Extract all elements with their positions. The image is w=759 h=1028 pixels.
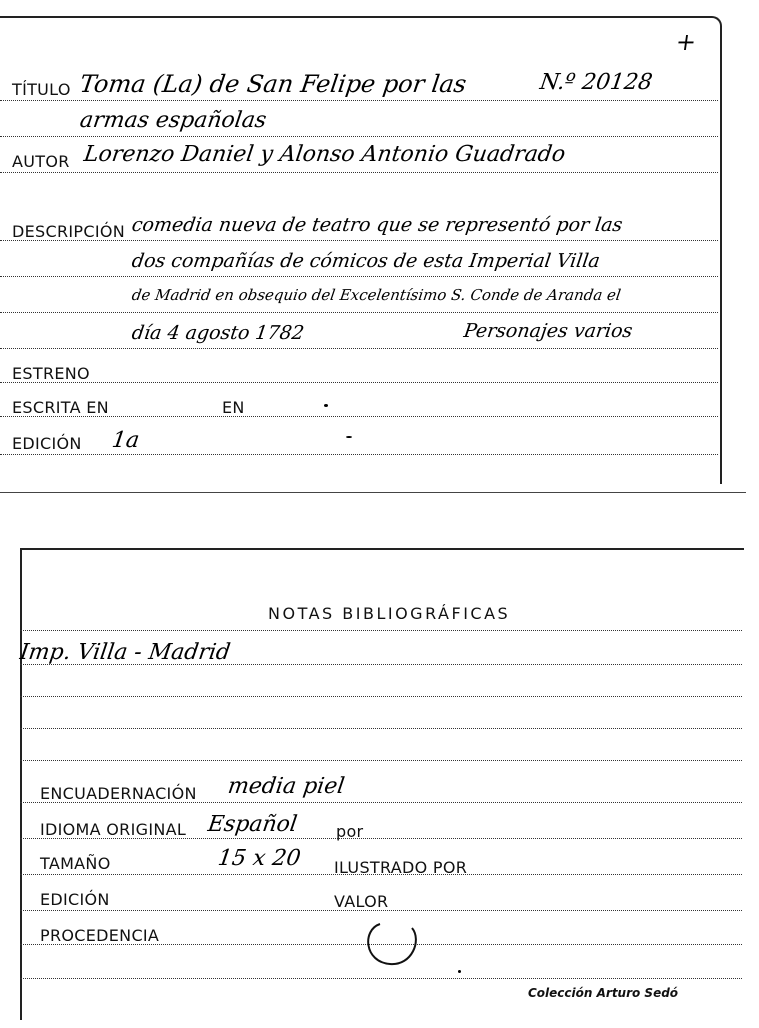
descripcion-line-3: de Madrid en obsequio del Excelentísimo S. Conde de Aranda el (130, 286, 623, 304)
idioma-handwritten: Español (206, 812, 299, 837)
card-separator (0, 492, 746, 493)
descripcion-line-4: día 4 agosto 1782 (130, 322, 306, 344)
titulo-handwritten-line2: armas españolas (78, 108, 269, 133)
scan-speck (324, 404, 328, 407)
rule (0, 136, 718, 137)
rule (0, 348, 718, 349)
rule (0, 454, 718, 455)
rule (20, 760, 742, 761)
valor-label: VALOR (334, 892, 389, 911)
edicion-bottom-label: EDICIÓN (40, 890, 110, 909)
encuadernacion-handwritten: media piel (226, 774, 347, 799)
rule (0, 172, 718, 173)
estreno-label: ESTRENO (12, 364, 90, 383)
descripcion-line-1: comedia nueva de teatro que se representó por las (130, 214, 624, 236)
tamano-label: TAMAÑO (40, 854, 111, 873)
descripcion-line-2: dos compañías de cómicos de esta Imperial Villa (130, 250, 602, 272)
ilustrado-label: ILUSTRADO POR (334, 858, 468, 877)
nota-handwritten: Imp. Villa - Madrid (18, 640, 232, 665)
rule (20, 728, 742, 729)
rule (0, 312, 718, 313)
rule (0, 276, 718, 277)
autor-label: AUTOR (12, 152, 70, 171)
plus-mark: + (674, 28, 699, 56)
autor-handwritten: Lorenzo Daniel y Alonso Antonio Guadrado (82, 142, 567, 167)
rule (20, 978, 742, 979)
edicion-handwritten: 1a (110, 428, 141, 453)
scan-speck (458, 970, 461, 973)
collection-caption: Colección Arturo Sedó (528, 986, 679, 1000)
tamano-handwritten: 15 x 20 (216, 846, 303, 871)
escrita-en-label: ESCRITA EN (12, 398, 109, 417)
scan-speck (346, 436, 352, 438)
punch-hole-mark (360, 918, 430, 970)
notas-heading: NOTAS BIBLIOGRÁFICAS (268, 604, 511, 623)
por-label: por (336, 822, 364, 841)
descripcion-label: DESCRIPCIÓN (12, 222, 125, 241)
titulo-handwritten: Toma (La) de San Felipe por las (78, 70, 469, 98)
en-label: EN (222, 398, 245, 417)
catalog-number: N.º 20128 (538, 70, 654, 95)
titulo-label: TÍTULO (12, 80, 71, 99)
personajes-handwritten: Personajes varios (462, 320, 634, 342)
rule (0, 100, 718, 101)
idioma-label: IDIOMA ORIGINAL (40, 820, 187, 839)
edicion-label: EDICIÓN (12, 434, 82, 453)
rule (20, 630, 742, 631)
procedencia-label: PROCEDENCIA (40, 926, 160, 945)
encuadernacion-label: ENCUADERNACIÓN (40, 784, 197, 803)
rule (0, 382, 718, 383)
rule (20, 696, 742, 697)
